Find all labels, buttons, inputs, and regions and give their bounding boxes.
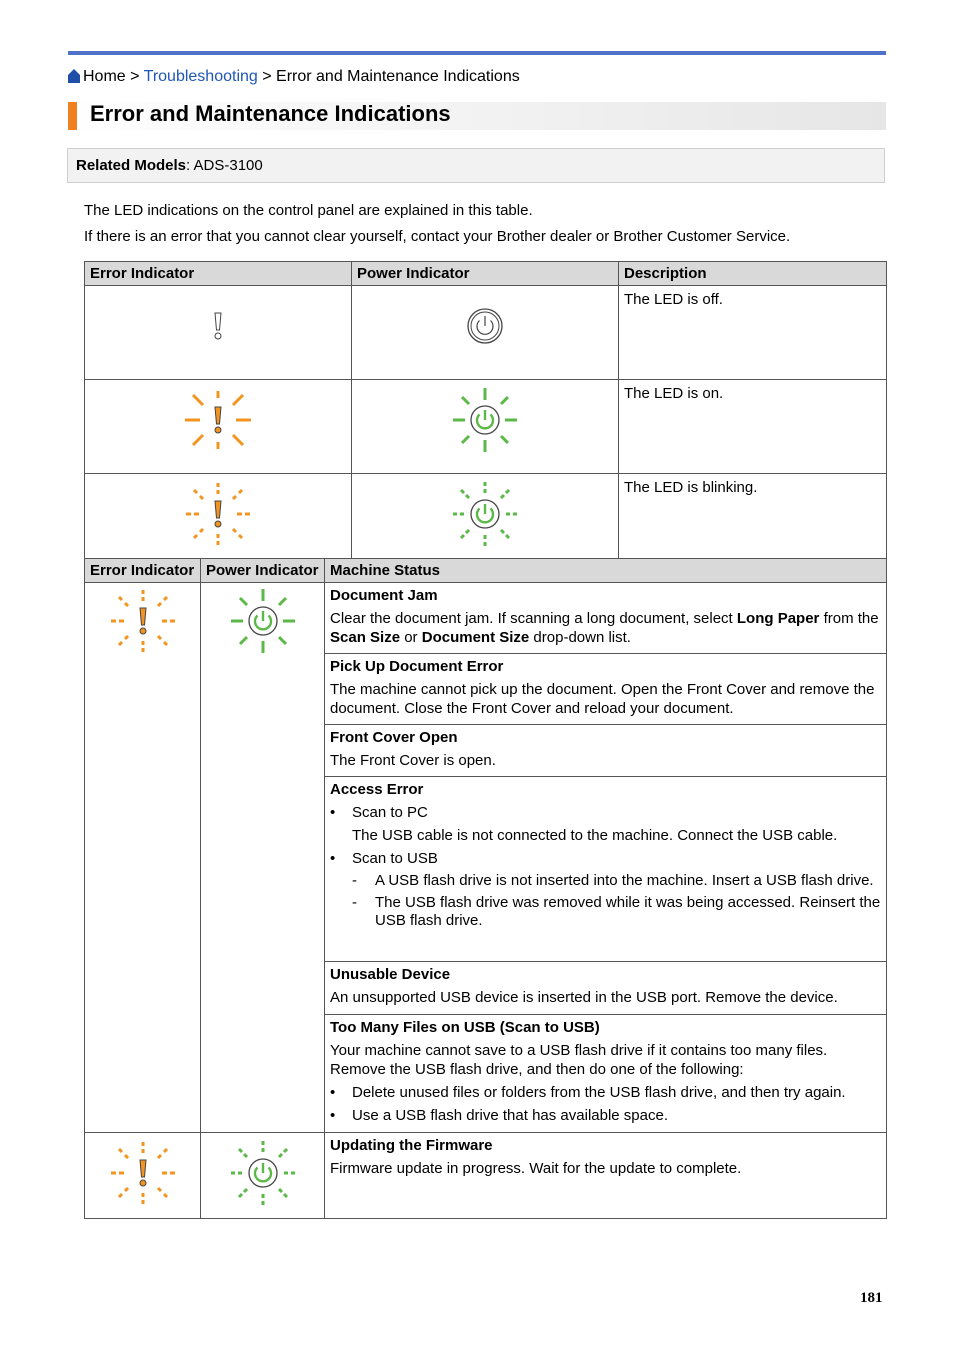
error-indicator-cell (85, 286, 352, 380)
table-header-row (85, 559, 887, 583)
page-number: 181 (860, 1290, 883, 1306)
error-led-blinking-icon (108, 583, 178, 659)
option-document-size: Document Size (421, 629, 530, 646)
description-cell: The LED is off. (619, 286, 887, 380)
error-indicator-cell (85, 583, 201, 1133)
related-models-box (67, 148, 885, 183)
power-indicator-cell (352, 380, 619, 474)
machine-status-cell (325, 583, 887, 1133)
status-unusable-device (325, 961, 886, 1014)
option-scan-size: Scan Size (330, 629, 401, 646)
list-subitem: - The USB flash drive was removed while it was being accessed. Reinsert the USB flash drive. (330, 894, 881, 930)
breadcrumb-home[interactable]: Home (83, 68, 126, 85)
power-led-off-icon (450, 286, 520, 366)
status-title: Pick Up Document Error (330, 658, 504, 675)
table-row (85, 583, 887, 1133)
led-legend-table (84, 261, 887, 568)
status-text: The machine cannot pick up the document. Open the Front Cover and remove the document. Close the Front Cover and reload your document. (330, 681, 875, 717)
description-cell: The LED is on. (619, 380, 887, 474)
power-indicator-cell (352, 286, 619, 380)
title-accent (68, 102, 77, 130)
status-text: An unsupported USB device is inserted in the USB port. Remove the device. (330, 989, 838, 1006)
related-models-value: : ADS-3100 (186, 157, 263, 174)
list-item: • Use a USB flash drive that has available space. (330, 1106, 881, 1125)
machine-status-table (84, 558, 887, 1219)
status-text-part: or (400, 629, 422, 646)
status-text-part: from the (819, 610, 879, 627)
column-header: Power Indicator (352, 262, 619, 286)
error-indicator-cell (85, 380, 352, 474)
breadcrumb-current: > Error and Maintenance Indications (257, 68, 520, 85)
list-subitem: - A USB flash drive is not inserted into the machine. Insert a USB flash drive. (330, 872, 881, 890)
header-rule (68, 51, 886, 55)
error-indicator-cell (85, 1133, 201, 1219)
breadcrumb (68, 67, 520, 87)
option-long-paper: Long Paper (736, 610, 820, 627)
status-text: Firmware update in progress. Wait for the update to complete. (330, 1160, 742, 1177)
error-led-on-icon (183, 380, 253, 460)
status-text: The Front Cover is open. (330, 752, 496, 769)
power-indicator-cell (201, 583, 325, 1133)
status-access-error (325, 776, 886, 961)
error-led-blinking-icon (108, 1133, 178, 1213)
table-row (85, 286, 887, 380)
breadcrumb-troubleshooting-link[interactable]: Troubleshooting (143, 68, 258, 85)
status-pickup-error (325, 653, 886, 724)
breadcrumb-separator: > (125, 68, 144, 85)
power-led-on-icon (450, 380, 520, 460)
list-item: • Scan to USB (330, 849, 881, 868)
page-title: Error and Maintenance Indications (90, 101, 451, 126)
home-icon[interactable] (68, 69, 80, 83)
status-title: Front Cover Open (330, 729, 458, 746)
status-document-jam (325, 583, 886, 653)
status-title: Updating the Firmware (330, 1137, 493, 1154)
status-text (330, 609, 881, 647)
intro-text: The LED indications on the control panel are explained in this table. (84, 202, 533, 219)
power-led-on-icon (228, 583, 298, 659)
status-title: Access Error (330, 781, 424, 798)
machine-status-cell (325, 1133, 887, 1219)
table-row (85, 474, 887, 568)
power-indicator-cell (201, 1133, 325, 1219)
table-row (85, 1133, 887, 1219)
column-header: Error Indicator (85, 262, 352, 286)
status-text-part: Clear the document jam. If scanning a long document, select (330, 610, 737, 627)
status-title: Too Many Files on USB (Scan to USB) (330, 1019, 600, 1036)
table-header-row (85, 262, 887, 286)
power-indicator-cell (352, 474, 619, 568)
list-item: • Scan to PC (330, 803, 881, 822)
description-cell: The LED is blinking. (619, 474, 887, 568)
intro-text: If there is an error that you cannot clear yourself, contact your Brother dealer or Brother Customer Service. (84, 228, 791, 245)
related-models-label: Related Models (76, 157, 187, 174)
column-header: Error Indicator (85, 559, 201, 583)
status-front-cover-open (325, 724, 886, 776)
status-title: Document Jam (330, 587, 438, 604)
column-header: Power Indicator (201, 559, 325, 583)
status-updating-firmware (325, 1133, 886, 1183)
error-led-blinking-icon (183, 474, 253, 554)
status-title: Unusable Device (330, 966, 451, 983)
power-led-blinking-icon (450, 474, 520, 554)
power-led-blinking-icon (228, 1133, 298, 1213)
column-header: Machine Status (325, 559, 887, 583)
table-row (85, 380, 887, 474)
status-text: Your machine cannot save to a USB flash drive if it contains too many files. Remove the USB flash drive, and then do one of the following: (330, 1042, 828, 1078)
list-item: • Delete unused files or folders from the USB flash drive, and then try again. (330, 1083, 881, 1102)
status-text-part: drop-down list. (529, 629, 631, 646)
error-led-off-icon (183, 286, 253, 366)
list-item-detail: The USB cable is not connected to the machine. Connect the USB cable. (352, 827, 838, 844)
column-header: Description (619, 262, 887, 286)
status-too-many-files (325, 1014, 886, 1132)
error-indicator-cell (85, 474, 352, 568)
